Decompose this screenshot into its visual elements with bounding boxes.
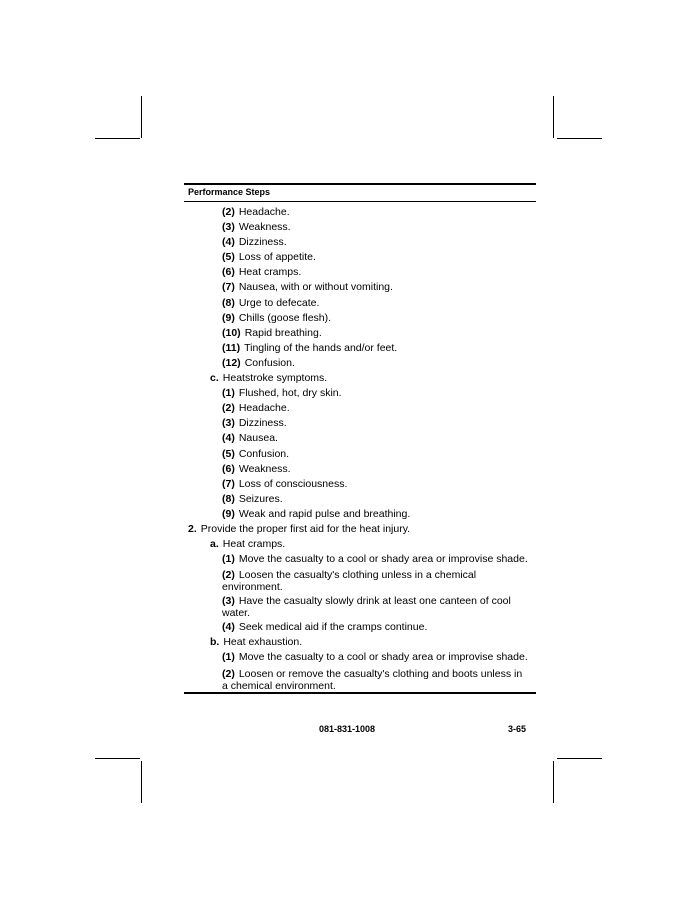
list-item bbox=[188, 595, 530, 619]
list-item bbox=[188, 447, 530, 462]
list-item-text: Flushed, hot, dry skin. bbox=[238, 387, 342, 400]
crop-mark bbox=[553, 761, 554, 803]
list-item-marker: (2) bbox=[222, 569, 235, 582]
list-item bbox=[188, 235, 530, 250]
list-item-text: Provide the proper first aid for the heat injury. bbox=[200, 522, 411, 535]
list-item-text: Move the casualty to a cool or shady area or improvise shade. bbox=[238, 553, 528, 566]
list-item bbox=[188, 569, 530, 593]
list-item-marker: (6) bbox=[222, 266, 235, 279]
page-number: 3-65 bbox=[508, 724, 527, 734]
list-item-marker: (7) bbox=[222, 281, 235, 294]
list-item-text: Confusion. bbox=[244, 356, 295, 369]
list-item bbox=[188, 341, 530, 356]
list-item bbox=[188, 205, 530, 220]
list-item-marker: (1) bbox=[222, 553, 235, 566]
list-item-marker: (12) bbox=[222, 356, 241, 369]
list-item bbox=[188, 522, 530, 537]
list-item-marker: (9) bbox=[222, 311, 235, 324]
list-item bbox=[188, 250, 530, 265]
list-item bbox=[188, 280, 530, 295]
list-item-marker: (1) bbox=[222, 387, 235, 400]
document-code: 081-831-1008 bbox=[319, 724, 376, 734]
list-item-text: Urge to defecate. bbox=[238, 296, 320, 309]
list-item bbox=[188, 326, 530, 341]
list-item-marker: (6) bbox=[222, 462, 235, 475]
list-item-text: Move the casualty to a cool or shady area or improvise shade. bbox=[238, 651, 528, 664]
crop-mark bbox=[95, 758, 140, 759]
list-item-text: Heatstroke symptoms. bbox=[222, 372, 328, 385]
list-item-text: Tingling of the hands and/or feet. bbox=[244, 341, 398, 354]
list-item-text: Seizures. bbox=[238, 492, 283, 505]
list-item bbox=[188, 296, 530, 311]
list-item-marker: (10) bbox=[222, 326, 241, 339]
list-item-text: Confusion. bbox=[238, 447, 290, 460]
list-item-text: Nausea. bbox=[238, 432, 278, 445]
list-item bbox=[188, 650, 530, 665]
list-item bbox=[188, 416, 530, 431]
crop-mark bbox=[141, 96, 142, 138]
crop-mark bbox=[553, 96, 554, 138]
list-item bbox=[188, 477, 530, 492]
list-item-text: Rapid breathing. bbox=[244, 326, 322, 339]
list-item bbox=[188, 401, 530, 416]
header-rule-bottom bbox=[184, 201, 536, 202]
list-item-text: Dizziness. bbox=[238, 236, 287, 249]
list-item-marker: (4) bbox=[222, 236, 235, 249]
list-item-text: Weakness. bbox=[238, 462, 291, 475]
list-item bbox=[188, 537, 530, 552]
list-item bbox=[188, 265, 530, 280]
list-item-text: Heat exhaustion. bbox=[223, 636, 303, 649]
list-item-marker: (3) bbox=[222, 221, 235, 234]
list-item-text: Headache. bbox=[238, 402, 290, 415]
list-item-text: Dizziness. bbox=[238, 417, 287, 430]
list-item-marker: (2) bbox=[222, 402, 235, 415]
list-item bbox=[188, 220, 530, 235]
list-item-marker: (3) bbox=[222, 595, 235, 608]
list-item-text: Seek medical aid if the cramps continue. bbox=[238, 621, 428, 634]
list-item bbox=[188, 668, 530, 692]
list-item-marker: (7) bbox=[222, 477, 235, 490]
list-item-marker: 2. bbox=[188, 522, 197, 535]
list-item-text: Heat cramps. bbox=[222, 538, 286, 551]
list-item bbox=[188, 356, 530, 371]
header-rule-top bbox=[184, 183, 536, 185]
list-item-marker: (2) bbox=[222, 206, 235, 218]
list-item-text: Weakness. bbox=[238, 221, 291, 234]
list-item bbox=[188, 492, 530, 507]
list-item bbox=[188, 635, 530, 650]
performance-steps-list bbox=[188, 205, 530, 693]
list-item-marker: (8) bbox=[222, 296, 235, 309]
list-item-text: Heat cramps. bbox=[238, 266, 302, 279]
list-item bbox=[188, 311, 530, 326]
list-item-marker: (11) bbox=[222, 341, 241, 354]
list-item-marker: a. bbox=[210, 538, 219, 551]
list-item-marker: (3) bbox=[222, 417, 235, 430]
crop-mark bbox=[95, 138, 140, 139]
list-item-text: Chills (goose flesh). bbox=[238, 311, 332, 324]
list-item bbox=[188, 386, 530, 401]
list-item-marker: b. bbox=[210, 636, 220, 649]
list-item-text: Loss of appetite. bbox=[238, 251, 316, 264]
list-item-text: Weak and rapid pulse and breathing. bbox=[238, 507, 411, 520]
list-item bbox=[188, 552, 530, 567]
list-item bbox=[188, 462, 530, 477]
list-item-marker: (2) bbox=[222, 667, 235, 680]
list-item-marker: c. bbox=[210, 372, 219, 385]
list-item-marker: (4) bbox=[222, 621, 235, 634]
list-item-marker: (5) bbox=[222, 251, 235, 264]
list-item bbox=[188, 431, 530, 446]
list-item-text: Loss of consciousness. bbox=[238, 477, 348, 490]
list-item bbox=[188, 371, 530, 386]
list-item-text: Nausea, with or without vomiting. bbox=[238, 281, 393, 294]
crop-mark bbox=[557, 758, 602, 759]
list-item bbox=[188, 507, 530, 522]
section-header: Performance Steps bbox=[188, 187, 271, 197]
list-item bbox=[188, 620, 530, 635]
list-item-marker: (4) bbox=[222, 432, 235, 445]
footer-rule bbox=[184, 692, 536, 694]
list-item-text: Loosen the casualty's clothing unless in a chemical environment. bbox=[222, 569, 477, 594]
list-item-text: Headache. bbox=[238, 206, 290, 218]
list-item-marker: (5) bbox=[222, 447, 235, 460]
crop-mark bbox=[141, 761, 142, 803]
list-item-text: Loosen or remove the casualty's clothing and boots unless in a chemical environment. bbox=[222, 667, 523, 692]
list-item-marker: (1) bbox=[222, 651, 235, 664]
list-item-marker: (8) bbox=[222, 492, 235, 505]
list-item-marker: (9) bbox=[222, 507, 235, 520]
crop-mark bbox=[557, 138, 602, 139]
list-item-text: Have the casualty slowly drink at least one canteen of cool water. bbox=[222, 595, 511, 620]
